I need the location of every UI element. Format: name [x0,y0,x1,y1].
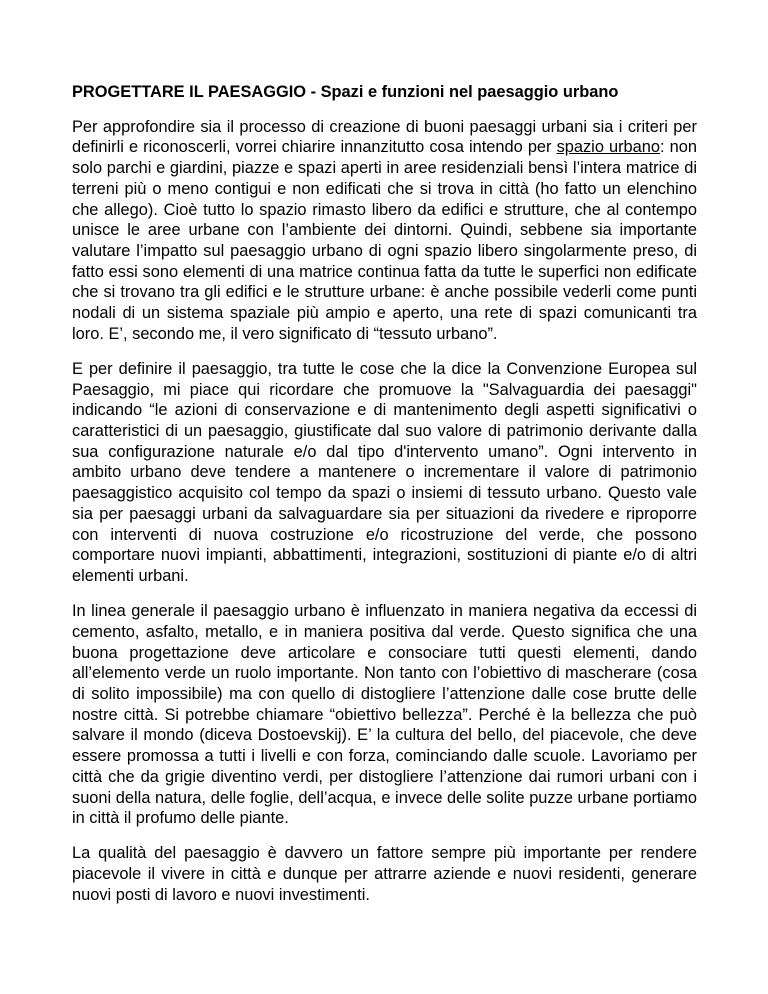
paragraph-1-text-start: Per approfondire sia il processo di creazione di buoni paesaggi urbani sia i criteri per definirli e riconoscerli, vorrei chiarire innanzitutto cosa intendo per [72,117,697,157]
paragraph-2: E per definire il paesaggio, tra tutte le cose che la dice la Convenzione Europea sul Paesaggio, mi piace qui ricordare che promuove la "Salvaguardia dei paesaggi" indicando “le azioni di conservazione e di mantenimento degli aspetti significativi o caratteristici di un paesaggio, giustificate dal suo valore di patrimonio derivante dalla sua configurazione naturale e/o dal tipo d'intervento umano”. Ogni intervento in ambito urbano deve tendere a mantenere o incrementare il valore di patrimonio paesaggistico acquisito col tempo da spazi o insiemi di tessuto urbano. Questo vale sia per paesaggi urbani da salvaguardare sia per situazioni da rivedere e riproporre con interventi di nuova costruzione e/o ricostruzione del verde, che possono comportare nuovi impianti, abbattimenti, integrazioni, sostituzioni di piante e/o di altri elementi urbani. [72,359,697,585]
document-title: PROGETTARE IL PAESAGGIO - Spazi e funzioni nel paesaggio urbano [72,83,619,101]
document-page [72,82,697,920]
paragraph-1-text-end: : non solo parchi e giardini, piazze e spazi aperti in aree residenziali bensì l’intera matrice di terreni più o meno contigui e non edificati che si trova in città (ho fatto un elenchino che allego). Cioè tutto lo spazio rimasto libero da edifici e strutture, che al contempo unisce le aree urbane con l’ambiente dei dintorni. Quindi, sebbene sia importante valutare l’impatto sul paesaggio urbano di ogni spazio libero singolarmente preso, di fatto essi sono elementi di una matrice continua fatta da tutte le superfici non edificate che si trovano tra gli edifici e le strutture urbane: è anche possibile vederli come punti nodali di un sistema spaziale più ampio e aperto, una rete di spazi comunicanti tra loro. E’, secondo me, il vero significato di “tessuto urbano”. [72,138,697,343]
paragraph-3: In linea generale il paesaggio urbano è influenzato in maniera negativa da eccessi di cemento, asfalto, metallo, e in maniera positiva dal verde. Questo significa che una buona progettazione deve articolare e consociare tutti questi elementi, dando all’elemento verde un ruolo importante. Non tanto con l’obiettivo di mascherare (cosa di solito impossibile) ma con quello di distogliere l’attenzione dalle cose brutte delle nostre città. Si potrebbe chiamare “obiettivo bellezza”. Perché è la bellezza che può salvare il mondo (diceva Dostoevskij). E’ la cultura del bello, del piacevole, che deve essere promossa a tutti i livelli e con forza, cominciando dalle scuole. Lavoriamo per città che da grigie diventino verdi, per distogliere l’attenzione dai rumori urbani con i suoni della natura, delle foglie, dell’acqua, e invece delle solite puzze urbane portiamo in città il profumo delle piante. [72,602,697,828]
paragraph-4: La qualità del paesaggio è davvero un fattore sempre più importante per rendere piacevole il vivere in città e dunque per attrarre aziende e nuovi residenti, generare nuovi posti di lavoro e nuovi investimenti. [72,844,697,904]
paragraph-1 [72,117,697,345]
spazio-urbano-term: spazio urbano [556,138,661,157]
